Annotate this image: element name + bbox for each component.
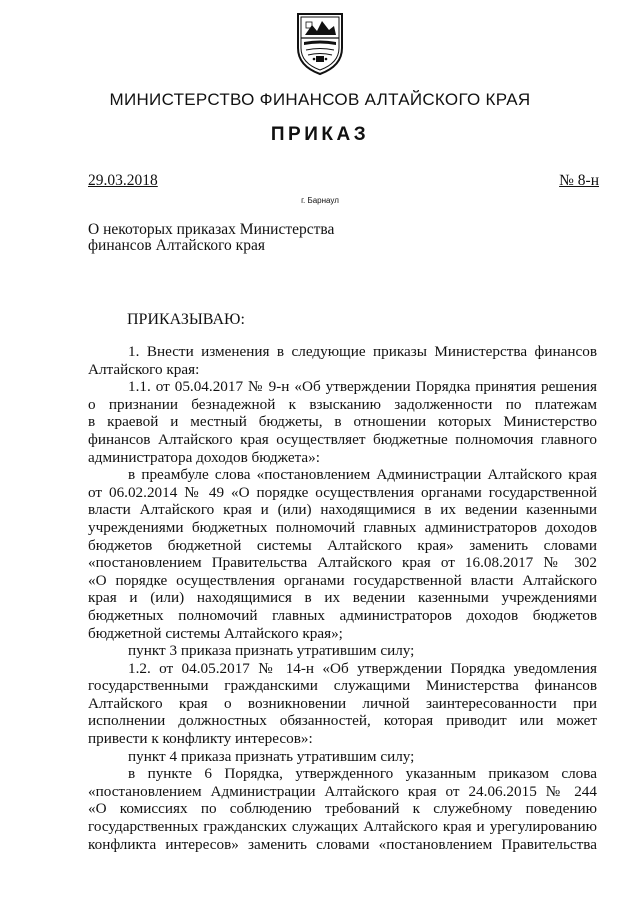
document-body bbox=[88, 343, 597, 853]
body-line: привести к конфликту интересов»: bbox=[88, 730, 313, 748]
body-line: пункт 3 приказа признать утратившим силу; bbox=[128, 642, 415, 660]
body-line: 1.2. от 04.05.2017 № 14-н «Об утверждении Порядка уведомления bbox=[128, 659, 597, 677]
body-line: 1.1. от 05.04.2017 № 9-н «Об утверждении Порядка принятия решения bbox=[128, 378, 597, 396]
body-line: от 06.02.2014 № 49 «О порядке осуществления органами государственной bbox=[88, 483, 597, 501]
body-line: в преамбуле слова «постановлением Администрации Алтайского края bbox=[128, 466, 597, 484]
body-line: о признании безнадежной к взысканию задолженности по платежам bbox=[88, 395, 597, 413]
subject-line: финансов Алтайского края bbox=[88, 237, 265, 254]
body-line: финансов Алтайского края осуществляет бюджетные полномочия главного bbox=[88, 430, 597, 448]
ministry-name: МИНИСТЕРСТВО ФИНАНСОВ АЛТАЙСКОГО КРАЯ bbox=[109, 90, 531, 109]
document-number: № 8-н bbox=[559, 172, 599, 189]
body-line: бюджетов бюджетной системы Алтайского края» заменить словами bbox=[88, 536, 597, 554]
body-line: Алтайского края: bbox=[88, 360, 200, 378]
document-date: 29.03.2018 bbox=[88, 172, 158, 189]
body-line: бюджетной системы Алтайского края»; bbox=[88, 624, 343, 642]
body-line: 1. Внести изменения в следующие приказы Министерства финансов bbox=[128, 343, 597, 360]
order-declaration: ПРИКАЗЫВАЮ: bbox=[127, 311, 245, 328]
document-subject bbox=[88, 222, 368, 254]
body-line: администратора доходов бюджета»: bbox=[88, 448, 320, 466]
body-line: «постановлением Администрации Алтайского края от 24.06.2015 № 244 bbox=[88, 782, 597, 800]
city-label: г. Барнаул bbox=[301, 196, 339, 205]
body-line: пункт 4 приказа признать утратившим силу; bbox=[128, 747, 415, 765]
body-line: бюджетных полномочий главных администраторов доходов бюджетов bbox=[88, 606, 597, 624]
body-line: государственными гражданскими служащими Министерства финансов bbox=[88, 677, 597, 695]
body-line: «О порядке осуществления органами государственной власти Алтайского bbox=[88, 571, 597, 589]
body-line: края и (или) находящимися в их ведении казенными учреждениями bbox=[88, 589, 597, 607]
body-line: власти Алтайского края и (или) находящимися в их ведении казенными bbox=[88, 501, 597, 519]
body-line: «постановлением Правительства Алтайского края от 16.08.2017 № 302 bbox=[88, 554, 597, 572]
subject-line: О некоторых приказах Министерства bbox=[88, 221, 335, 238]
body-line: в краевой и местный бюджеты, в отношении которых Министерство bbox=[88, 413, 597, 431]
body-line: государственных гражданских служащих Алтайского края и урегулированию bbox=[88, 818, 597, 836]
body-line: в пункте 6 Порядка, утвержденного указанным приказом слова bbox=[128, 765, 597, 783]
document-type-title: ПРИКАЗ bbox=[270, 124, 370, 145]
body-line: «О комиссиях по соблюдению требований к служебному поведению bbox=[88, 800, 597, 818]
coat-of-arms-icon bbox=[292, 8, 348, 76]
body-line: учреждениями бюджетных полномочий главных администраторов доходов bbox=[88, 518, 597, 536]
body-line: исполнении должностных обязанностей, которая приводит или может bbox=[88, 712, 597, 730]
body-line: Алтайского края о возникновении личной заинтересованности при bbox=[88, 694, 597, 712]
body-line: конфликта интересов» заменить словами «постановлением Правительства bbox=[88, 835, 597, 853]
